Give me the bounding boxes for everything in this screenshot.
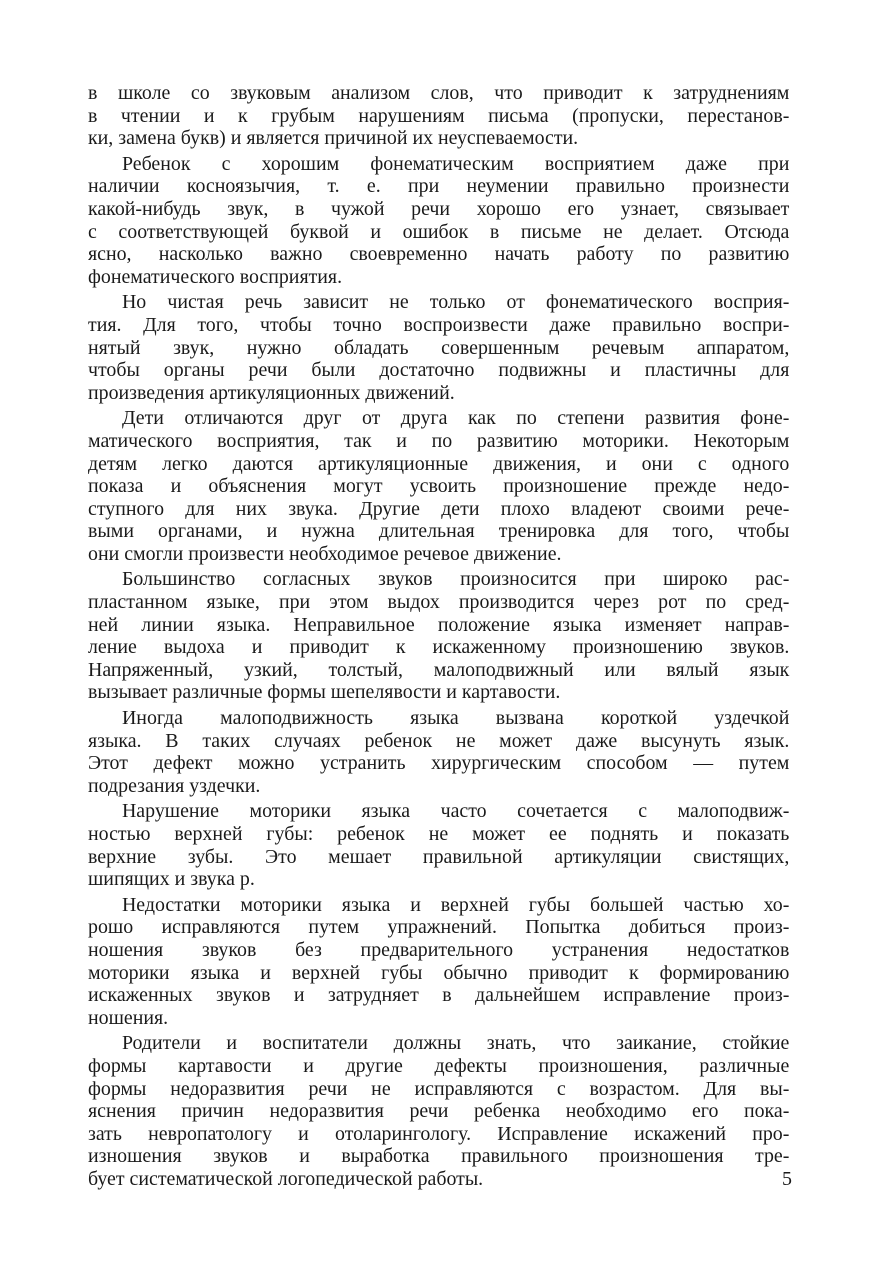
text-line: вызывает различные формы шепелявости и картавости. [88, 681, 561, 704]
text-line: детям легко даются артикуляционные движения, и они с одного [88, 452, 790, 475]
text-line: с соответствующей буквой и ошибок в письме не делает. Отсюда [88, 220, 790, 243]
text-line: формы недоразвития речи не исправляются с возрастом. Для вы- [88, 1077, 790, 1100]
paragraph [88, 707, 790, 797]
text-line: выми органами, и нужна длительная тренировка для того, чтобы [88, 520, 790, 543]
text-line: матического восприятия, так и по развитию моторики. Некоторым [88, 429, 790, 452]
text-line: зать невропатологу и отоларингологу. Исправление искажений про- [88, 1122, 790, 1145]
text-line: чтобы органы речи были достаточно подвижны и пластичны для [88, 359, 790, 382]
text-line: Дети отличаются друг от друга как по степени развития фоне- [121, 407, 790, 430]
paragraph [88, 568, 790, 704]
text-line: они смогли произвести необходимое речевое движение. [88, 542, 562, 565]
text-line: подрезания уздечки. [88, 774, 261, 797]
text-line: искаженных звуков и затрудняет в дальнейшем исправление произ- [88, 984, 790, 1007]
text-line: тия. Для того, чтобы точно воспроизвести даже правильно воспри- [88, 313, 790, 336]
text-line: бует систематической логопедической работы. [88, 1167, 484, 1190]
text-line: в школе со звуковым анализом слов, что приводит к затруднениям [88, 82, 790, 104]
page-number: 5 [782, 1168, 792, 1190]
paragraph [88, 291, 790, 404]
text-line: Ребенок с хорошим фонематическим восприятием даже при [121, 152, 790, 175]
text-line: Нарушение моторики языка часто сочетается с малоподвиж- [121, 800, 790, 823]
paragraph [88, 407, 790, 565]
text-line: ясно, насколько важно своевременно начать работу по развитию [88, 243, 790, 266]
text-line: Недостатки моторики языка и верхней губы большей частью хо- [121, 893, 790, 916]
page-body [88, 82, 790, 1194]
text-line: моторики языка и верхней губы обычно приводит к формированию [88, 961, 790, 984]
paragraph [88, 1032, 790, 1190]
paragraph [88, 894, 790, 1030]
text-line: Иногда малоподвижность языка вызвана короткой уздечкой [121, 707, 790, 730]
text-line: ление выдоха и приводит к искаженному произношению звуков. [88, 636, 790, 659]
text-line: какой-нибудь звук, в чужой речи хорошо его узнает, связывает [88, 197, 790, 220]
text-line: ней линии языка. Неправильное положение языка изменяет направ- [88, 613, 790, 636]
text-line: шипящих и звука р. [88, 868, 255, 891]
paragraph [88, 800, 790, 890]
text-line: произведения артикуляционных движений. [88, 381, 455, 404]
text-line: формы картавости и другие дефекты произношения, различные [88, 1054, 790, 1077]
text-line: ностью верхней губы: ребенок не может ее поднять и показать [88, 823, 790, 845]
text-line: ки, замена букв) и является причиной их неуспеваемости. [88, 127, 579, 150]
text-line: Но чистая речь зависит не только от фонематического восприя- [121, 291, 790, 314]
text-line: ступного для них звука. Другие дети плохо владеют своими рече- [88, 497, 790, 520]
text-line: пластанном языке, при этом выдох производится через рот по сред- [88, 591, 790, 614]
text-line: фонематического восприятия. [88, 265, 343, 288]
text-line: яснения причин недоразвития речи ребенка необходимо его пока- [88, 1100, 790, 1123]
text-line: показа и объяснения могут усвоить произношение прежде недо- [88, 475, 790, 498]
text-line: ношения звуков без предварительного устранения недостатков [88, 938, 790, 961]
text-line: изношения звуков и выработка правильного произношения тре- [88, 1145, 790, 1168]
text-line: верхние зубы. Это мешает правильной артикуляции свистящих, [88, 845, 790, 868]
text-line: в чтении и к грубым нарушениям письма (пропуски, перестанов- [88, 104, 790, 127]
text-line: рошо исправляются путем упражнений. Попытка добиться произ- [88, 916, 790, 939]
text-line: Родители и воспитатели должны знать, что заикание, стойкие [121, 1032, 790, 1055]
paragraph [88, 153, 790, 289]
text-line: Напряженный, узкий, толстый, малоподвижный или вялый язык [88, 658, 790, 681]
text-line: наличии косноязычия, т. е. при неумении правильно произнести [88, 175, 790, 198]
text-line: нятый звук, нужно обладать совершенным речевым аппаратом, [88, 336, 790, 359]
paragraph [88, 82, 790, 150]
text-line: Большинство согласных звуков произносится при широко рас- [121, 568, 790, 591]
text-line: языка. В таких случаях ребенок не может даже высунуть язык. [88, 729, 790, 752]
text-line: Этот дефект можно устранить хирургическим способом — путем [88, 752, 790, 775]
text-line: ношения. [88, 1006, 169, 1029]
